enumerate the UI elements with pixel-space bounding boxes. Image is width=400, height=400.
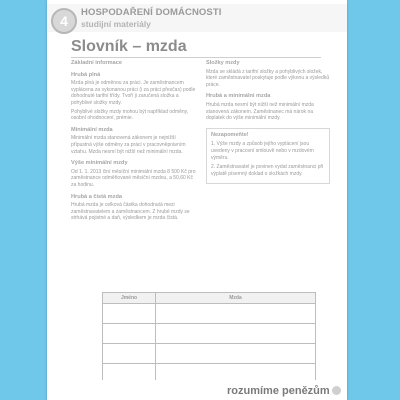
- reminder-title: Nezapomeňte!: [211, 131, 249, 138]
- header-title: HOSPODAŘENÍ DOMÁCNOSTI: [81, 7, 222, 18]
- left-paragraph: Mzda plná je odměnou za práci. Je zaměstnancem vyplácena za vykonanou práci (i za práci přesčas) podle dohodnuté tarifní třídy. Tvoří ji zaručená složka a pohyblivé složky mzdy.: [71, 80, 196, 106]
- reminder-item: 2. Zaměstnavatel je povinen vydat zaměstnanci při výplatě písemný doklad o složkách mzdy.: [211, 164, 324, 177]
- title-divider: [71, 57, 321, 58]
- table-row: [103, 324, 316, 344]
- reminder-box: [206, 128, 330, 185]
- page-footer: [47, 380, 347, 400]
- reminder-item: 1. Výše mzdy a způsob jejího vyplácení jsou uvedeny v pracovní smlouvě nebo v mzdovém výměru.: [211, 141, 314, 161]
- footer-brand: rozumíme penězům: [227, 385, 330, 397]
- table-cell: [156, 324, 316, 344]
- page-title: Slovník – mzda: [71, 38, 187, 55]
- left-heading: Hrubá plná: [71, 71, 101, 78]
- brand-icon: [332, 386, 341, 395]
- left-paragraph: Pohyblivé složky mzdy mohou být například odměny, osobní ohodnocení, prémie.: [71, 108, 189, 122]
- table-row: [103, 344, 316, 364]
- left-heading: Výše minimální mzdy: [71, 160, 128, 167]
- section-number-badge: 4: [51, 8, 77, 34]
- page-header: [47, 4, 347, 32]
- right-paragraph: Hrubá mzda nesmí být nižší než minimální mzda stanovená zákonem. Zaměstnanec má nárok na doplatek do výše minimální mzdy.: [206, 101, 314, 122]
- left-paragraph: Od 1. 1. 2013 činí měsíční minimální mzda 8 500 Kč pro zaměstnance odměňované měsíční mzdou, a 50,60 Kč za hodinu.: [71, 168, 196, 188]
- left-column: [71, 60, 197, 224]
- right-column: [206, 60, 330, 184]
- right-paragraph: Mzda se skládá z tarifní složky a pohyblivých složek, které zaměstnavatel poskytuje podle výkonu a výsledků práce.: [206, 68, 330, 88]
- right-heading: Složky mzdy: [206, 60, 240, 66]
- table-header-name: Jméno: [103, 293, 156, 304]
- table-cell: [103, 344, 156, 364]
- table-header-wage: Mzda: [156, 293, 316, 304]
- document-page: [47, 0, 347, 400]
- left-paragraph: Hrubá mzda je celková částka dohodnutá mezi zaměstnavatelem a zaměstnancem. Z hrubé mzdy se strhává pojistné a daň, výsledkem je mzda čistá.: [71, 202, 190, 222]
- right-heading: Hrubá a minimální mzda: [206, 93, 271, 100]
- header-subtitle: studijní materiály: [81, 19, 151, 29]
- left-heading: Hrubá a čistá mzda: [71, 193, 122, 200]
- table-cell: [103, 304, 156, 324]
- table-cell: [156, 344, 316, 364]
- left-heading: Minimální mzda: [71, 126, 113, 133]
- table-cell: [103, 324, 156, 344]
- table-cell: [156, 304, 316, 324]
- left-heading: Základní informace: [71, 60, 122, 66]
- left-paragraph: Minimální mzda stanovená zákonem je nejnižší přípustná výše odměny za práci v pracovněprávním vztahu. Mzda nesmí být nižší než minimální mzda.: [71, 135, 186, 155]
- table-row: [103, 304, 316, 324]
